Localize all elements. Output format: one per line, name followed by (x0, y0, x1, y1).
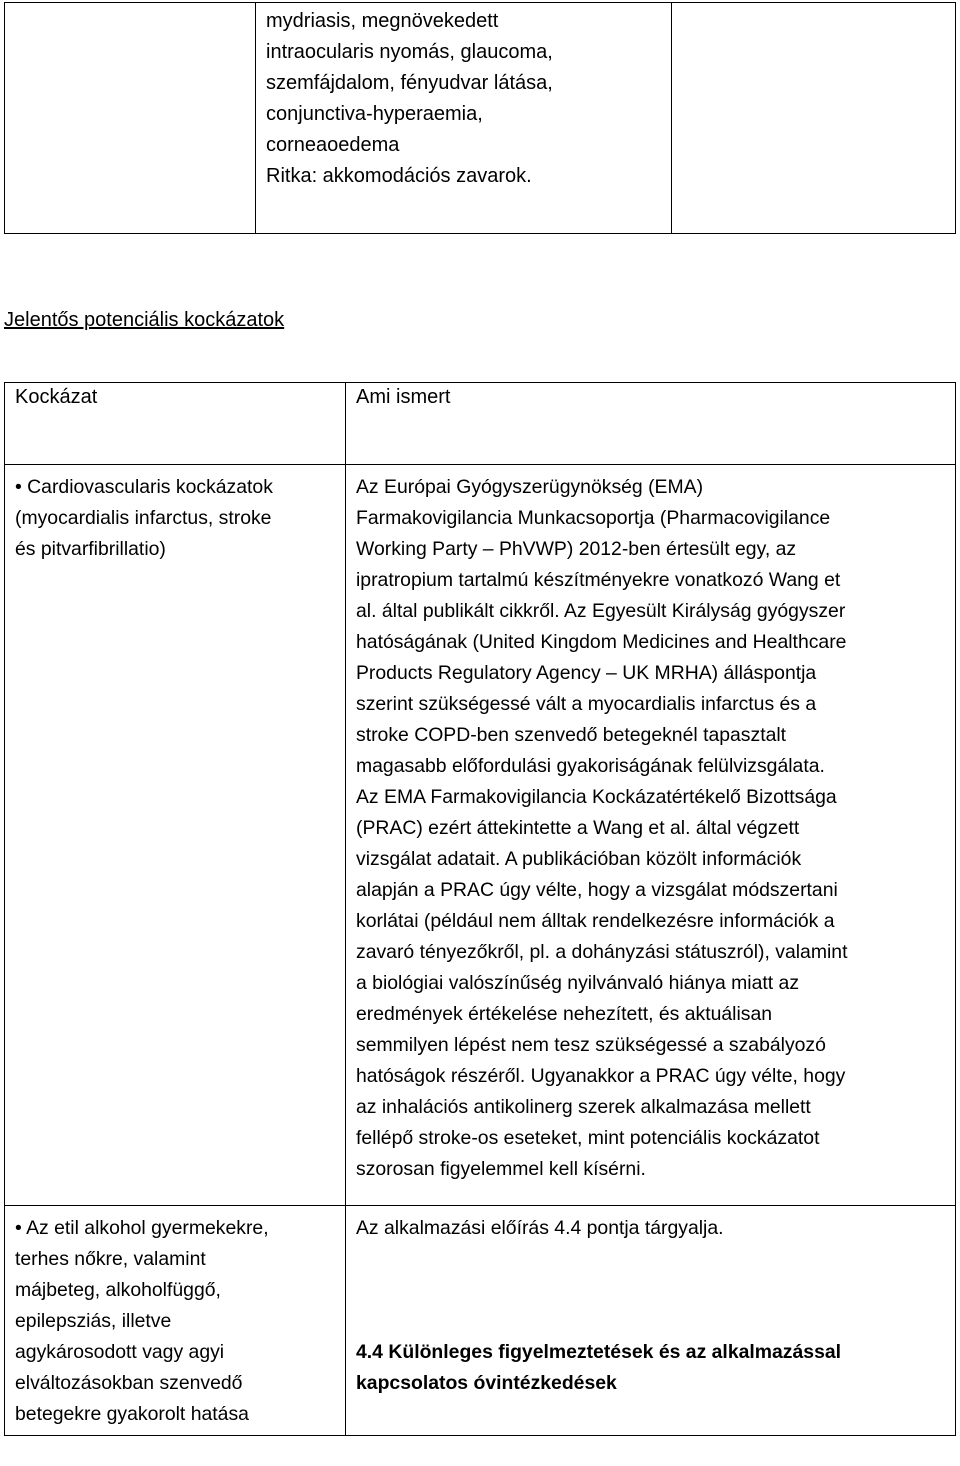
text-line: Az EMA Farmakovigilancia Kockázatértékelő Bizottsága (356, 786, 837, 808)
text-line: eredmények értékelése nehezített, és aktuálisan (356, 1003, 773, 1025)
text-line: stroke COPD-ben szenvedő betegeknél tapasztalt (356, 724, 787, 746)
table-row (5, 1206, 956, 1436)
text-line: az inhalációs antikolinerg szerek alkalmazása mellett (356, 1096, 811, 1118)
text-line: (myocardialis infarctus, stroke (15, 507, 272, 529)
text-line: corneaoedema (266, 134, 400, 156)
text-line: ipratropium tartalmú készítményekre vonatkozó Wang et (356, 569, 841, 591)
text-line: szorosan figyelemmel kell kísérni. (356, 1158, 646, 1180)
table-header-row (5, 383, 956, 465)
spacer (356, 1244, 945, 1337)
text-line: • Cardiovascularis kockázatok (15, 476, 273, 498)
text-line: elváltozásokban szenvedő (15, 1372, 243, 1394)
text-line: szerint szükségessé vált a myocardialis infarctus és a (356, 693, 817, 715)
risk-cell (5, 465, 346, 1206)
text-line: betegekre gyakorolt hatása (15, 1403, 249, 1425)
top-empty-cell-right (672, 3, 956, 234)
known-text (346, 465, 955, 1185)
text-line: Ritka: akkomodációs zavarok. (266, 165, 532, 187)
text-line: és pitvarfibrillatio) (15, 538, 166, 560)
text-line: Az alkalmazási előírás 4.4 pontja tárgyalja. (356, 1217, 724, 1239)
text-line: hatóságának (United Kingdom Medicines and Healthcare (356, 631, 847, 653)
top-cell-text (256, 3, 671, 192)
known-cell (346, 465, 956, 1206)
top-empty-cell-left (5, 3, 256, 234)
text-line: a biológiai valószínűség nyilvánvaló hiánya miatt az (356, 972, 800, 994)
text-line: zavaró tényezőkről, pl. a dohányzási státuszról), valamint (356, 941, 848, 963)
text-line: szemfájdalom, fényudvar látása, (266, 72, 553, 94)
text-line: Products Regulatory Agency – UK MRHA) álláspontja (356, 662, 817, 684)
text-line: (PRAC) ezért áttekintette a Wang et al. által végzett (356, 817, 800, 839)
header-cell-risk (5, 383, 346, 465)
top-text-cell (256, 3, 672, 234)
text-line: epilepsziás, illetve (15, 1310, 172, 1332)
text-line: mydriasis, megnövekedett (266, 10, 499, 32)
text-line: intraocularis nyomás, glaucoma, (266, 41, 553, 63)
header-cell-known (346, 383, 956, 465)
risk-table (4, 382, 956, 1436)
known-text (346, 1206, 955, 1399)
risk-cell (5, 1206, 346, 1436)
text-line: • Az etil alkohol gyermekekre, (15, 1217, 269, 1239)
header-known: Ami ismert (356, 386, 451, 408)
text-line: májbeteg, alkoholfüggő, (15, 1279, 221, 1301)
text-line: alapján a PRAC úgy vélte, hogy a vizsgálat módszertani (356, 879, 838, 901)
text-line: magasabb előfordulási gyakoriságának felülvizsgálata. (356, 755, 825, 777)
text-line: Az Európai Gyógyszerügynökség (EMA) (356, 476, 704, 498)
risk-text (5, 1206, 345, 1430)
top-continuation-table (4, 2, 956, 234)
section-reference-heading: kapcsolatos óvintézkedések (356, 1372, 617, 1394)
text-line: hatóságok részéről. Ugyanakkor a PRAC úgy vélte, hogy (356, 1065, 846, 1087)
text-line: korlátai (például nem álltak rendelkezésre információk a (356, 910, 835, 932)
section-title: Jelentős potenciális kockázatok (4, 309, 285, 331)
known-cell (346, 1206, 956, 1436)
header-risk: Kockázat (15, 386, 98, 408)
text-line: agykárosodott vagy agyi (15, 1341, 225, 1363)
text-line: al. által publikált cikkről. Az Egyesült Királyság gyógyszer (356, 600, 846, 622)
risk-text (5, 465, 345, 565)
text-line: Working Party – PhVWP) 2012-ben értesült egy, az (356, 538, 797, 560)
text-line: terhes nőkre, valamint (15, 1248, 206, 1270)
text-line: vizsgálat adatait. A publikációban közölt információk (356, 848, 802, 870)
text-line: semmilyen lépést nem tesz szükségessé a szabályozó (356, 1034, 826, 1056)
table-row (5, 465, 956, 1206)
section-reference-heading: 4.4 Különleges figyelmeztetések és az alkalmazással (356, 1341, 842, 1363)
text-line: fellépő stroke-os eseteket, mint potenciális kockázatot (356, 1127, 820, 1149)
text-line: conjunctiva-hyperaemia, (266, 103, 483, 125)
text-line: Farmakovigilancia Munkacsoportja (Pharmacovigilance (356, 507, 831, 529)
